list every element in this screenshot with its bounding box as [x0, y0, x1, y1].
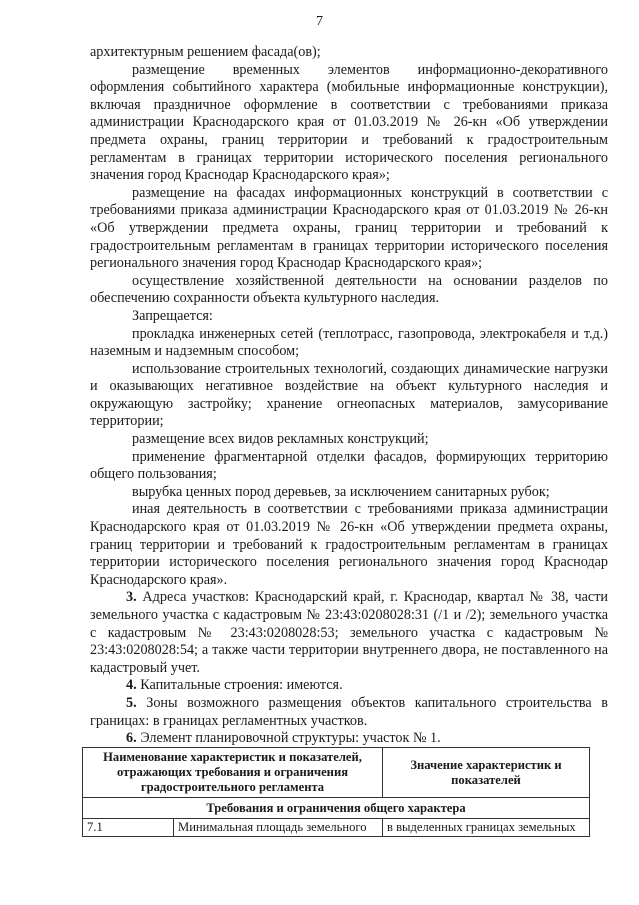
paragraph-heading: Запрещается:: [132, 307, 213, 324]
paragraph: размещение временных элементов информационно-декоративного оформления событийного характера (мобильные информационные конструкции), включая праздничное оформление в соответствии с требованиями приказа администрации Краснодарского края от 01.03.2019 № 26-кн «Об утверждении предмета охраны, границ территории и требований к градостроительным регламентам в границах территории исторического поселения регионального значения город Краснодар Краснодарского края»;: [90, 61, 608, 184]
paragraph: размещение всех видов рекламных конструкций;: [132, 431, 429, 448]
header-characteristics: Наименование характеристик и показателей, отражающих требования и ограничения градостроительного регламента: [83, 748, 383, 798]
row-value: в выделенных границах земельных: [383, 819, 590, 837]
paragraph: иная деятельность в соответствии с требованиями приказа администрации Краснодарского края от 01.03.2019 № 26-кн «Об утверждении предмета охраны, границ территории и требований к градостроительным регламентам в границах территории исторического поселения регионального значения город Краснодар Краснодарского края».: [90, 501, 608, 588]
numbered-paragraph: [90, 589, 608, 677]
paragraph-number: 4.: [126, 677, 137, 694]
paragraph-number: 5.: [126, 694, 137, 711]
row-number: 7.1: [83, 819, 174, 837]
paragraph-text: Зоны возможного размещения объектов капитального строительства в границах: в границах регламентных участков.: [90, 694, 608, 729]
paragraph-number: 3.: [126, 589, 137, 606]
page-number: 7: [316, 14, 323, 29]
paragraph: осуществление хозяйственной деятельности на основании разделов по обеспечению сохранности объекта культурного наследия.: [90, 272, 608, 307]
table-group-row: [83, 798, 590, 819]
regulation-table: [82, 747, 590, 837]
group-title: Требования и ограничения общего характера: [83, 798, 590, 819]
document-body: [90, 44, 608, 748]
numbered-paragraph: [90, 695, 608, 730]
paragraph: применение фрагментарной отделки фасадов, формирующих территорию общего пользования;: [90, 448, 608, 483]
paragraph-number: 6.: [126, 730, 137, 747]
paragraph: архитектурным решением фасада(ов);: [90, 44, 321, 60]
paragraph-text: Элемент планировочной структуры: участок № 1.: [140, 730, 441, 747]
paragraph: использование строительных технологий, создающих динамические нагрузки и оказывающих негативное воздействие на объект культурного наследия и окружающую застройку; хранение огнеопасных материалов, замусоривание территории;: [90, 360, 608, 430]
paragraph-text: Адреса участков: Краснодарский край, г. Краснодар, квартал № 38, части земельного участка с кадастровым № 23:43:0208028:31 (/1 и /2); земельного участка с кадастровым № 23:43:0208028:53; земельного участка с кадастровым № 23:43:0208028:54; а также части территории внутреннего двора, не поставленного на кадастровый учет.: [90, 589, 608, 676]
table-row: [83, 819, 590, 837]
row-name: Минимальная площадь земельного: [174, 819, 383, 837]
table-header-row: [83, 748, 590, 798]
numbered-paragraph: [90, 730, 608, 748]
paragraph: вырубка ценных пород деревьев, за исключением санитарных рубок;: [132, 483, 550, 500]
paragraph: прокладка инженерных сетей (теплотрасс, газопровода, электрокабеля и т.д.) наземным и надземным способом;: [90, 325, 608, 360]
paragraph: размещение на фасадах информационных конструкций в соответствии с требованиями приказа администрации Краснодарского края от 01.03.2019 № 26-кн «Об утверждении предмета охраны, границ территории и требований к градостроительным регламентам в границах территории исторического поселения регионального значения город Краснодар Краснодарского края»;: [90, 184, 608, 272]
paragraph-text: Капитальные строения: имеются.: [140, 677, 343, 694]
numbered-paragraph: [90, 677, 608, 695]
header-values: Значение характеристик и показателей: [383, 748, 590, 798]
